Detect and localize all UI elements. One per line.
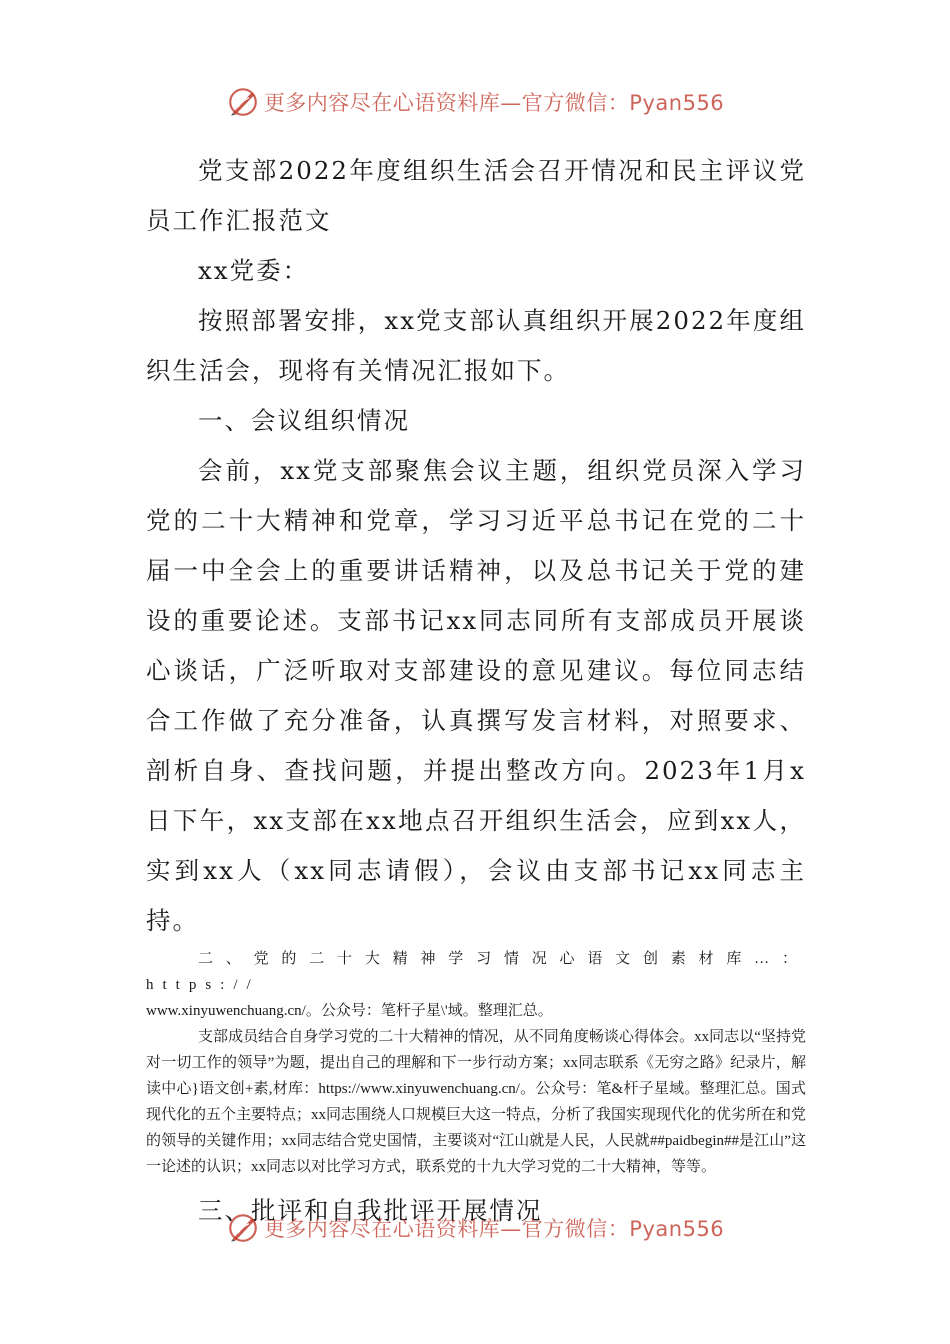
section-2-heading: 二、党的二十大精神学习情况心语文创素材库…：https://	[146, 951, 806, 993]
intro-paragraph: 按照部署安排，xx党支部认真组织开展2022年度组织生活会，现将有关情况汇报如下。	[146, 306, 806, 385]
banner-text: 更多内容尽在心语资料库—官方微信：Pyan556	[263, 1217, 725, 1241]
header-banner	[0, 82, 950, 122]
pen-logo-icon	[226, 85, 260, 119]
document-title: 党支部2022年度组织生活会召开情况和民主评议党员工作汇报范文	[146, 156, 806, 235]
section-3-heading: 三、批评和自我批评开展情况	[198, 1196, 543, 1225]
section-1-heading: 一、会议组织情况	[198, 406, 410, 435]
section-2-body: 支部成员结合自身学习党的二十大精神的情况，从不同角度畅谈心得体会。xx同志以“坚持党对一切工作的领导”为题，提出自己的理解和下一步行动方案；xx同志联系《无穷之路》纪录片，解读中心}语文创+素,材库：https://www.xinyuwenchuang.cn/。公众号：笔&杆子星域。整理汇总。国式现代化的五个主要特点；xx同志围绕人口规模巨大这一特点，分析了我国实现现代化的优劣所在和党的领导的关键作用；xx同志结合党史国情，主要谈对“江山就是人民，人民就##paidbegin##是江山”这一论述的认识；xx同志以对比学习方式，联系党的十九大学习党的二十大精神，等等。	[146, 1029, 807, 1175]
salutation: xx党委：	[198, 256, 310, 285]
pen-logo-icon	[226, 1211, 260, 1245]
section-1-body: 会前，xx党支部聚焦会议主题，组织党员深入学习党的二十大精神和党章，学习习近平总书记在党的二十届一中全会上的重要讲话精神，以及总书记关于党的建设的重要论述。支部书记xx同志同所有支部成员开展谈心谈话，广泛听取对支部建设的意见建议。每位同志结合工作做了充分准备，认真撰写发言材料，对照要求、剖析自身、查找问题，并提出整改方向。2023年1月x日下午，xx支部在xx地点召开组织生活会，应到xx人，实到xx人（xx同志请假），会议由支部书记xx同志主持。	[146, 456, 806, 935]
banner-text: 更多内容尽在心语资料库—官方微信：Pyan556	[263, 91, 725, 115]
document-body	[146, 146, 806, 1236]
section-2-heading-continued: www.xinyuwenchuang.cn/。公众号：笔杆子星\'域。整理汇总。	[146, 1003, 553, 1019]
footer-banner	[0, 1208, 950, 1248]
